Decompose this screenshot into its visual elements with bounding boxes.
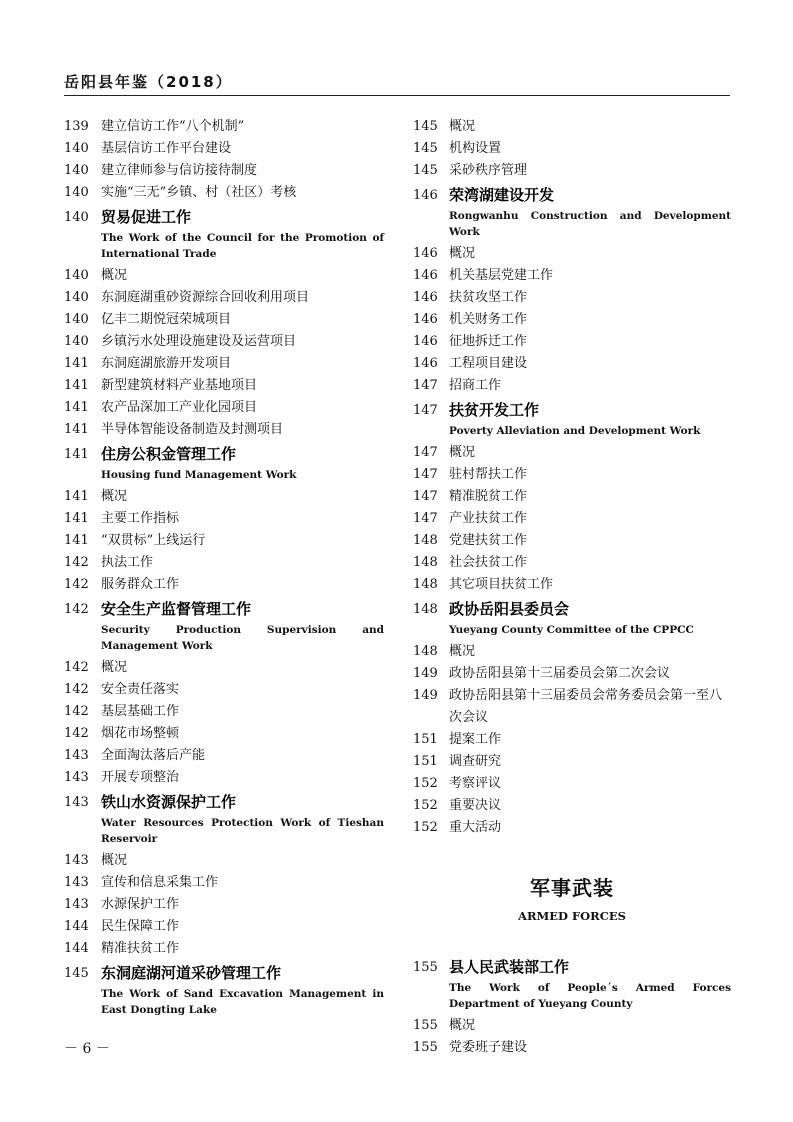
toc-entry-title: 扶贫攻坚工作 — [449, 290, 528, 305]
toc-entry-title: 烟花市场整顿 — [101, 726, 180, 741]
toc-page-number: 142 — [64, 704, 89, 719]
toc-entry-title: 东洞庭湖旅游开发项目 — [101, 356, 232, 371]
toc-entry-title: 机关基层党建工作 — [449, 268, 554, 283]
toc-section-title: 安全生产监督管理工作 — [101, 600, 252, 618]
toc-page-number: 143 — [64, 853, 89, 868]
toc-entry — [64, 265, 384, 287]
toc-entry-title: 考察评议 — [449, 776, 502, 791]
toc-page-number: 146 — [413, 312, 438, 327]
toc-page-number: 144 — [64, 941, 89, 956]
toc-entry — [413, 375, 731, 397]
toc-entry — [413, 685, 731, 729]
toc-entry-title: 社会扶贫工作 — [449, 555, 528, 570]
toc-section-english-title: The Work of People´s Armed Forces Department of Yueyang County — [449, 982, 731, 1010]
toc-entry-title: 农产品深加工产业化园项目 — [101, 400, 258, 415]
toc-entry-title: 执法工作 — [101, 555, 154, 570]
toc-entry-title: 机构设置 — [449, 141, 502, 156]
yearbook-header-title: 岳阳县年鉴（2018） — [64, 73, 233, 91]
toc-page-number: 143 — [64, 875, 89, 890]
toc-page-number: 146 — [413, 188, 438, 203]
toc-entry-title: 概况 — [101, 489, 128, 504]
toc-page-number: 148 — [413, 602, 438, 617]
toc-entry — [413, 116, 731, 138]
toc-section — [413, 398, 731, 442]
toc-entry — [413, 641, 731, 663]
toc-section-title: 铁山水资源保护工作 — [101, 793, 237, 811]
toc-section — [64, 961, 384, 1021]
toc-entry-title: 民生保障工作 — [101, 919, 180, 934]
toc-section-body — [101, 597, 384, 657]
toc-section-english-title: Security Production Supervision and Management Work — [101, 624, 384, 652]
toc-entry — [64, 657, 384, 679]
toc-page-number: 141 — [64, 447, 89, 462]
page-number: － 6 － — [64, 1041, 110, 1057]
toc-entry-title: 安全责任落实 — [101, 682, 180, 697]
toc-entry — [413, 552, 731, 574]
toc-page-number: 155 — [413, 960, 438, 975]
toc-page-number: 141 — [64, 400, 89, 415]
toc-entry — [64, 160, 384, 182]
toc-page-number: 148 — [413, 533, 438, 548]
toc-entry — [64, 397, 384, 419]
toc-entry — [64, 723, 384, 745]
toc-entry-title: 招商工作 — [449, 378, 502, 393]
toc-page-number: 149 — [413, 666, 438, 681]
toc-section — [64, 205, 384, 265]
toc-page-number: 142 — [64, 555, 89, 570]
toc-entry — [64, 916, 384, 938]
toc-part-english-title: ARMED FORCES — [518, 909, 626, 923]
toc-entry — [64, 745, 384, 767]
toc-entry-title: 概况 — [449, 644, 476, 659]
toc-page-number: 139 — [64, 119, 89, 134]
toc-entry — [64, 679, 384, 701]
toc-entry-title: 东洞庭湖重砂资源综合回收利用项目 — [101, 290, 310, 305]
toc-section-english-title: Rongwanhu Construction and Development Work — [449, 210, 731, 238]
toc-page-number: 140 — [64, 141, 89, 156]
toc-left-column — [64, 116, 384, 1021]
toc-entry — [413, 353, 731, 375]
toc-page-number: 152 — [413, 820, 438, 835]
toc-page-number: 155 — [413, 1040, 438, 1055]
toc-section-title: 县人民武装部工作 — [449, 958, 570, 976]
toc-section-body — [449, 955, 731, 1015]
toc-page-number: 142 — [64, 660, 89, 675]
toc-entry-title: 新型建筑材料产业基地项目 — [101, 378, 258, 393]
header-divider — [64, 95, 730, 96]
toc-page-number: 141 — [64, 422, 89, 437]
toc-entry — [64, 552, 384, 574]
toc-entry — [64, 894, 384, 916]
toc-entry-title: 机关财务工作 — [449, 312, 528, 327]
toc-page-number: 147 — [413, 445, 438, 460]
toc-entry — [413, 1037, 731, 1059]
toc-entry — [64, 138, 384, 160]
toc-entry-title: 概况 — [449, 445, 476, 460]
toc-entry-title: 半导体智能设备制造及封测项目 — [101, 422, 284, 437]
toc-entry — [413, 508, 731, 530]
toc-entry-title: 精准脱贫工作 — [449, 489, 528, 504]
toc-entry-title: 驻村帮扶工作 — [449, 467, 528, 482]
toc-page-number: 143 — [64, 770, 89, 785]
toc-section-title: 住房公积金管理工作 — [101, 445, 237, 463]
toc-page-number: 145 — [64, 966, 89, 981]
toc-page-number: 151 — [413, 732, 438, 747]
toc-page-number: 142 — [64, 726, 89, 741]
toc-entry-title: 重大活动 — [449, 820, 502, 835]
toc-right-column — [413, 116, 731, 1059]
toc-section-english-title: Housing fund Management Work — [101, 469, 297, 481]
toc-page-number: 146 — [413, 334, 438, 349]
toc-page-number: 147 — [413, 467, 438, 482]
toc-page-number: 141 — [64, 378, 89, 393]
toc-entry-title: 建立律师参与信访接待制度 — [101, 163, 258, 178]
toc-entry-title: 调查研究 — [449, 754, 502, 769]
toc-entry-title: 采砂秩序管理 — [449, 163, 528, 178]
toc-page-number: 148 — [413, 644, 438, 659]
toc-page-number: 141 — [64, 533, 89, 548]
toc-entry — [64, 938, 384, 960]
toc-entry-title: 党建扶贫工作 — [449, 533, 528, 548]
toc-entry — [64, 530, 384, 552]
toc-entry-title: “双贯标”上线运行 — [101, 533, 206, 548]
toc-page-number: 155 — [413, 1018, 438, 1033]
toc-entry — [64, 419, 384, 441]
toc-entry — [64, 767, 384, 789]
toc-section-body — [101, 790, 384, 850]
toc-entry — [64, 850, 384, 872]
toc-entry-title: 概况 — [101, 853, 128, 868]
toc-page-number: 140 — [64, 185, 89, 200]
toc-entry — [413, 243, 731, 265]
toc-section — [64, 442, 384, 486]
toc-page-number: 140 — [64, 163, 89, 178]
toc-page-number: 142 — [64, 682, 89, 697]
toc-page-number: 148 — [413, 577, 438, 592]
toc-entry-title: 其它项目扶贫工作 — [449, 577, 554, 592]
toc-entry-title: 概况 — [101, 268, 128, 283]
toc-entry — [413, 486, 731, 508]
toc-entry — [413, 795, 731, 817]
toc-page-number: 145 — [413, 163, 438, 178]
toc-page-number: 141 — [64, 511, 89, 526]
toc-entry-title: 党委班子建设 — [449, 1040, 528, 1055]
toc-section-english-title: Poverty Alleviation and Development Work — [449, 425, 701, 437]
toc-section-title: 荣湾湖建设开发 — [449, 186, 555, 204]
toc-entry-title: 亿丰二期悦冠荣城项目 — [101, 312, 232, 327]
toc-page-number: 140 — [64, 334, 89, 349]
toc-entry-title: 概况 — [101, 660, 128, 675]
toc-page-number: 147 — [413, 511, 438, 526]
toc-page-number: 141 — [64, 356, 89, 371]
toc-entry-title: 提案工作 — [449, 732, 502, 747]
toc-section-title: 政协岳阳县委员会 — [449, 600, 570, 618]
toc-entry-title: 重要决议 — [449, 798, 502, 813]
toc-entry — [64, 486, 384, 508]
toc-entry — [413, 1015, 731, 1037]
toc-entry-title: 产业扶贫工作 — [449, 511, 528, 526]
toc-page-number: 147 — [413, 378, 438, 393]
toc-entry-title: 政协岳阳县第十三届委员会常务委员会第一至八次会议 — [449, 688, 723, 725]
toc-entry — [413, 817, 731, 839]
toc-section-english-title: The Work of Sand Excavation Management in East Dongting Lake — [101, 988, 384, 1016]
toc-entry — [413, 331, 731, 353]
toc-section — [413, 597, 731, 641]
toc-entry-title: 基层基础工作 — [101, 704, 180, 719]
toc-part-title: 军事武装 — [530, 876, 614, 900]
toc-page-number: 140 — [64, 312, 89, 327]
toc-entry — [413, 265, 731, 287]
toc-section — [413, 955, 731, 1015]
toc-entry-title: 概况 — [449, 246, 476, 261]
toc-entry-title: 基层信访工作平台建设 — [101, 141, 232, 156]
toc-entry — [64, 574, 384, 596]
toc-section-body — [449, 398, 731, 442]
toc-page-number: 143 — [64, 748, 89, 763]
toc-entry — [413, 442, 731, 464]
toc-entry-title: 征地拆迁工作 — [449, 334, 528, 349]
toc-entry — [413, 773, 731, 795]
toc-section — [64, 790, 384, 850]
toc-entry — [64, 508, 384, 530]
toc-entry — [64, 701, 384, 723]
toc-page-number: 146 — [413, 356, 438, 371]
toc-entry-title: 实施“三无”乡镇、村（社区）考核 — [101, 185, 297, 200]
toc-entry — [64, 872, 384, 894]
toc-entry — [64, 309, 384, 331]
toc-page-number: 140 — [64, 210, 89, 225]
toc-page-number: 143 — [64, 897, 89, 912]
toc-section-body — [449, 183, 731, 243]
toc-entry — [413, 530, 731, 552]
toc-section-body — [101, 442, 384, 486]
toc-page-number: 145 — [413, 141, 438, 156]
toc-section-title: 扶贫开发工作 — [449, 401, 540, 419]
toc-entry-title: 工程项目建设 — [449, 356, 528, 371]
toc-entry — [413, 663, 731, 685]
toc-page-number: 140 — [64, 290, 89, 305]
toc-entry-title: 主要工作指标 — [101, 511, 180, 526]
toc-entry — [64, 287, 384, 309]
toc-page-number: 143 — [64, 795, 89, 810]
toc-section-body — [101, 205, 384, 265]
toc-section-english-title: The Work of the Council for the Promotion of International Trade — [101, 232, 384, 260]
toc-page-number: 141 — [64, 489, 89, 504]
toc-entry — [413, 138, 731, 160]
toc-section-english-title: Yueyang County Committee of the CPPCC — [449, 624, 694, 636]
toc-entry-title: 开展专项整治 — [101, 770, 180, 785]
toc-page-number: 140 — [64, 268, 89, 283]
toc-entry-title: 精准扶贫工作 — [101, 941, 180, 956]
toc-section-body — [449, 597, 731, 641]
toc-entry-title: 水源保护工作 — [101, 897, 180, 912]
toc-section-title: 贸易促进工作 — [101, 208, 192, 226]
toc-entry-title: 服务群众工作 — [101, 577, 180, 592]
toc-entry — [413, 464, 731, 486]
toc-section — [413, 183, 731, 243]
toc-entry-title: 全面淘汰落后产能 — [101, 748, 206, 763]
toc-entry — [64, 331, 384, 353]
toc-entry — [413, 574, 731, 596]
toc-entry — [64, 375, 384, 397]
toc-page-number: 142 — [64, 602, 89, 617]
toc-entry — [413, 309, 731, 331]
toc-page-number: 151 — [413, 754, 438, 769]
toc-page-number: 147 — [413, 403, 438, 418]
toc-page-number: 146 — [413, 268, 438, 283]
toc-page-number: 152 — [413, 776, 438, 791]
toc-entry — [64, 182, 384, 204]
toc-entry-title: 乡镇污水处理设施建设及运营项目 — [101, 334, 297, 349]
toc-entry-title: 概况 — [449, 119, 476, 134]
toc-section-english-title: Water Resources Protection Work of Tieshan Reservoir — [101, 817, 384, 845]
toc-page-number: 146 — [413, 290, 438, 305]
toc-entry-title: 建立信访工作“八个机制” — [101, 119, 245, 134]
toc-entry — [64, 116, 384, 138]
toc-entry — [413, 751, 731, 773]
toc-page-number: 144 — [64, 919, 89, 934]
toc-page-number: 149 — [413, 688, 438, 703]
toc-section-title: 东洞庭湖河道采砂管理工作 — [101, 964, 282, 982]
toc-entry — [64, 353, 384, 375]
toc-page-number: 152 — [413, 798, 438, 813]
toc-entry — [413, 160, 731, 182]
toc-page-number: 146 — [413, 246, 438, 261]
toc-entry-title: 宣传和信息采集工作 — [101, 875, 219, 890]
toc-entry — [413, 729, 731, 751]
toc-page-number: 145 — [413, 119, 438, 134]
toc-section-body — [101, 961, 384, 1021]
toc-page-number: 142 — [64, 577, 89, 592]
toc-page-number: 147 — [413, 489, 438, 504]
toc-page-number: 148 — [413, 555, 438, 570]
toc-entry-title: 政协岳阳县第十三届委员会第二次会议 — [449, 666, 671, 681]
toc-entry-title: 概况 — [449, 1018, 476, 1033]
toc-section — [64, 597, 384, 657]
toc-entry — [413, 287, 731, 309]
